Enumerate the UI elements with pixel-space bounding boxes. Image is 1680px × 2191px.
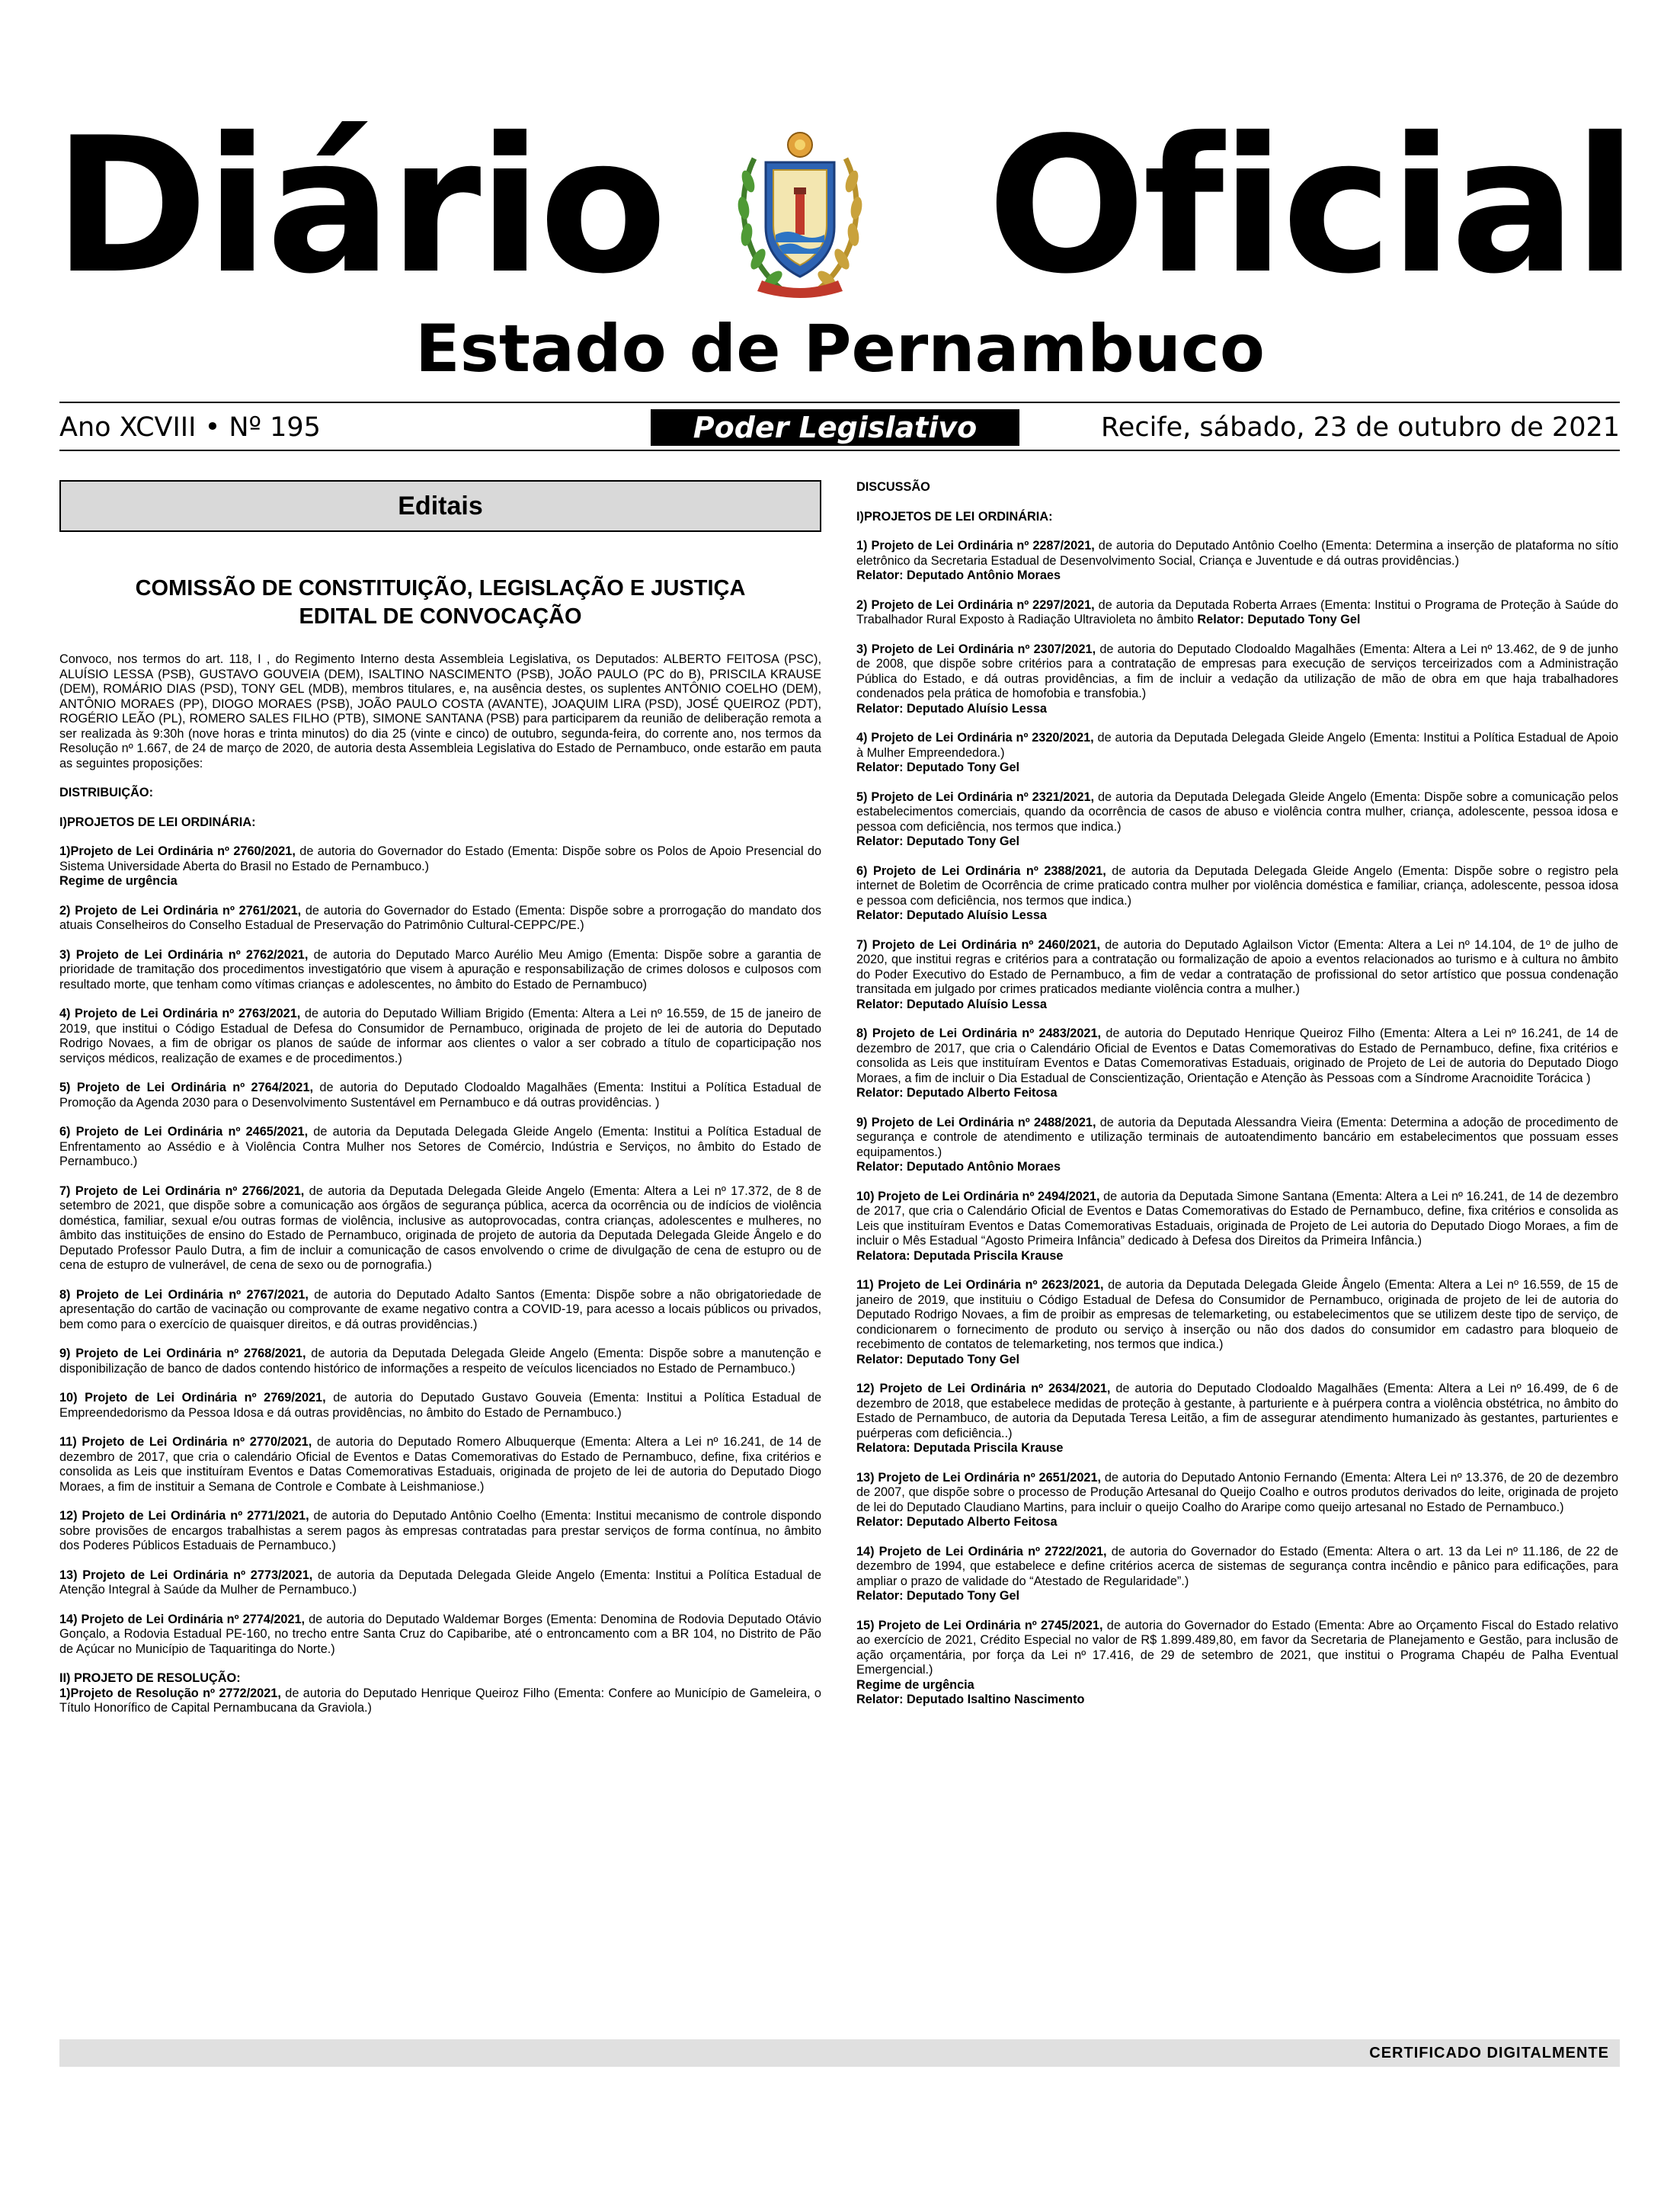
list-item: 1)Projeto de Lei Ordinária nº 2760/2021, de autoria do Governador do Estado (Ementa: Dispõe sobre os Polos de Apoio Presencial do Sistema Universidade Aberta do Brasil no Estado de Pernambuco.) Regime de urgência (59, 844, 821, 888)
group-label-bills: I)PROJETOS DE LEI ORDINÁRIA: (59, 815, 256, 829)
list-item: 2) Projeto de Lei Ordinária nº 2297/2021, de autoria da Deputada Roberta Arraes (Ementa: Institui o Programa de Proteção à Saúde do Trabalhador Rural Exposto à Radiação Ultravioleta no âmbito Relator: Deputado Tony Gel (856, 597, 1618, 626)
list-item: 11) Projeto de Lei Ordinária nº 2770/2021, de autoria do Deputado Romero Albuquerque (Ementa: Altera a Lei nº 16.241, de 14 de dezembro de 2017, que cria o calendário Oficial de Eventos e Datas Comemorativas do Estado de Pernambuco, define, fixa critérios e consolida as Leis que instituíram Eventos e Datas Comemorativas Estaduais, originada de projeto de lei de autoria do Deputado Diogo Moraes, a fim de instituir a Semana de Controle e Combate à Leishmaniose.) (59, 1435, 821, 1494)
urgency-note: Regime de urgência (59, 874, 178, 888)
rapporteur: Relator: Deputado Tony Gel (856, 1589, 1020, 1603)
list-item: 13) Projeto de Lei Ordinária nº 2773/2021, de autoria da Deputada Delegada Gleide Angelo (Ementa: Institui a Política Estadual de Atenção Integral à Saúde da Mulher de Pernambuco.) (59, 1568, 821, 1597)
discussion-label: DISCUSSÃO (856, 480, 930, 494)
edition-number: Ano XCVIII • Nº 195 (59, 412, 321, 443)
section-title-editais: Editais (59, 480, 821, 532)
list-item: 5) Projeto de Lei Ordinária nº 2764/2021, de autoria do Deputado Clodoaldo Magalhães (Ementa: Institui a Política Estadual de Promoção da Agenda 2030 para o Desenvolvimento Sustentável em Pernambuco e dá outras providências. ) (59, 1081, 821, 1110)
list-item: 3) Projeto de Lei Ordinária nº 2762/2021, de autoria do Deputado Marco Aurélio Meu Amigo (Ementa: Dispõe sobre a garantia de prioridade de tramitação dos procedimentos investigatório que visem à apuração e responsabilização de crimes dolosos e culposos com resultado morte, que tenham como vítimas crianças e adolescentes, no âmbito do Estado de Pernambuco) (59, 947, 821, 991)
notice-heading-line1: COMISSÃO DE CONSTITUIÇÃO, LEGISLAÇÃO E JUSTIÇA (135, 576, 746, 601)
urgency-note: Regime de urgência (856, 1677, 974, 1692)
rapporteur: Relatora: Deputada Priscila Krause (856, 1248, 1064, 1263)
group-label-resolution: II) PROJETO DE RESOLUÇÃO: (59, 1671, 241, 1685)
list-item: 4) Projeto de Lei Ordinária nº 2320/2021, de autoria da Deputada Delegada Gleide Angelo (Ementa: Institui a Política Estadual de Apoio à Mulher Empreendedora.) Relator: Deputado Tony Gel (856, 731, 1618, 774)
rapporteur: Relator: Deputado Tony Gel (1197, 613, 1361, 626)
rapporteur: Relator: Deputado Alberto Feitosa (856, 1086, 1058, 1100)
masthead-title-right: Oficial (987, 98, 1634, 315)
list-item: 10) Projeto de Lei Ordinária nº 2494/2021, de autoria da Deputada Simone Santana (Ementa: Altera a Lei nº 16.241, de 14 de dezembro de 2017, que cria o Calendário Oficial de Eventos e Datas Comemorativas do Estado de Pernambuco, define, fixa critérios e consolida as Leis que instituíram Eventos e Datas Comemorativas Estaduais, originada de Projeto de Lei autoria do Deputado Diogo Moraes, a fim de incluir o Mês Estadual “Agosto Primeira Infância” dedicado à Defesa dos Direitos da Primeira Infância.) Relatora: Deputada Priscila Krause (856, 1189, 1619, 1263)
list-item: 8) Projeto de Lei Ordinária nº 2483/2021, de autoria do Deputado Henrique Queiroz Filho (Ementa: Altera a Lei nº 16.241, de 14 de dezembro de 2017, que cria o Calendário Oficial de Eventos e Datas Comemorativas do Estado de Pernambuco, define, fixa critérios e consolida as Leis que instituíram Eventos e Datas Comemorativas Estaduais, originado de Projeto de Lei de autoria do Deputado Diogo Moraes, a fim de incluir o Dia Estadual de Conscientização, Orientação e Atenção às Pessoas com a Síndrome Aracnoidite Torácica ) Relator: Deputado Alberto Feitosa (856, 1027, 1618, 1100)
list-item: 15) Projeto de Lei Ordinária nº 2745/2021, de autoria do Governador do Estado (Ementa: Abre ao Orçamento Fiscal do Estado relativo ao exercício de 2021, Crédito Especial no valor de R$ 1.899.489,80, em favor da Secretaria de Planejamento e Gestão, para inclusão de ação orçamentária, por força da Lei nº 17.416, de 29 de setembro de 2021, que institui o Programa Chapéu de Palha Eventual Emergencial.) Regime de urgência Relator: Deputado Isaltino Nascimento (856, 1618, 1619, 1706)
rapporteur: Relator: Deputado Tony Gel (856, 761, 1020, 774)
list-item: 1)Projeto de Resolução nº 2772/2021, de autoria do Deputado Henrique Queiroz Filho (Ementa: Confere ao Município de Gameleira, o Título Honorífico de Capital Pernambucana da Graviola.) (59, 1686, 821, 1715)
list-item: 11) Projeto de Lei Ordinária nº 2623/2021, de autoria da Deputada Delegada Gleide Ângelo (Ementa: Altera a Lei nº 16.559, de 15 de janeiro de 2019, que instituiu o Código Estadual de Defesa do Consumidor de Pernambuco, originada de projeto de lei de autoria do Deputado Rodrigo Novaes, a fim de proibir as empresas de telemarketing, ou estabelecimentos que se utilizem deste tipo de serviço, de condicionarem o fornecimento de produto ou serviço à inserção ou não dos dados do consumidor em cadastro para bloqueio de recebimento de contatos de telemarketing, nos termos que indica.) Relator: Deputado Tony Gel (856, 1278, 1618, 1366)
list-item: 9) Projeto de Lei Ordinária nº 2488/2021, de autoria da Deputada Alessandra Vieira (Ementa: Determina a adoção de procedimento de segurança e controle de atendimento e utilização terminais de autoatendimento bancário em estabelecimentos que possuam esses equipamentos.) Relator: Deputado Antônio Moraes (856, 1115, 1618, 1174)
left-column (59, 480, 821, 1731)
group-label-bills: I)PROJETOS DE LEI ORDINÁRIA: (856, 509, 1053, 524)
coat-of-arms-icon (731, 128, 869, 303)
notice-heading (59, 575, 821, 631)
list-item: 10) Projeto de Lei Ordinária nº 2769/2021, de autoria do Deputado Gustavo Gouveia (Ementa: Institui a Política Estadual de Empreendedorismo da Pessoa Idosa e dá outras providências, no âmbito do Estado de Pernambuco.) (59, 1391, 822, 1420)
list-item: 8) Projeto de Lei Ordinária nº 2767/2021, de autoria do Deputado Adalto Santos (Ementa: Dispõe sobre a não obrigatoriedade de apresentação do cartão de vacinação ou comprovante de exame negativo contra a COVID-19, para acesso a locais públicos ou privados, bem como para o exercício de quaisquer direitos, e dá outras providências.) (59, 1287, 821, 1331)
list-item: 4) Projeto de Lei Ordinária nº 2763/2021, de autoria do Deputado William Brigido (Ementa: Altera a Lei nº 16.559, de 15 de janeiro de 2019, que institui o Código Estadual de Defesa do Consumidor de Pernambuco, originada de projeto de lei de autoria do Deputado Rodrigo Novaes, a fim de obrigar os planos de saúde de informar aos clientes o valor a ser cobrado a título de coparticipação nos serviços médicos, realização de exames e de procedimentos.) (59, 1007, 822, 1065)
masthead (0, 0, 1680, 427)
rapporteur: Relator: Deputado Antônio Moraes (856, 1160, 1061, 1174)
top-divider (59, 402, 1620, 403)
section-banner: Poder Legislativo (651, 409, 1019, 446)
list-item: 13) Projeto de Lei Ordinária nº 2651/2021, de autoria do Deputado Antonio Fernando (Ementa: Altera Lei nº 13.376, de 20 de dezembro de 2007, que dispõe sobre o processo de Produção Artesanal do Queijo Coalho e outros produtos derivados do leite, originada de projeto de lei do Deputado Claudiano Martins, para incluir o queijo Coalho do Araripe como queijo artesanal no Estado de Pernambuco.) Relator: Deputado Alberto Feitosa (856, 1470, 1618, 1529)
digital-certificate-footer: CERTIFICADO DIGITALMENTE (59, 2039, 1620, 2067)
list-item: 6) Projeto de Lei Ordinária nº 2465/2021, de autoria da Deputada Delegada Gleide Angelo (Ementa: Institui a Política Estadual de Enfrentamento ao Assédio e à Violência Contra Mulher nos Setores de Comércio, Indústria e Serviços, no âmbito do Estado de Pernambuco.) (59, 1125, 821, 1168)
rapporteur: Relator: Deputado Tony Gel (856, 1352, 1020, 1366)
list-item: 2) Projeto de Lei Ordinária nº 2761/2021, de autoria do Governador do Estado (Ementa: Dispõe sobre a prorrogação do mandato dos atuais Conselheiros do Conselho Estadual de Preservação do Patrimônio Cultural-CEPPC/PE.) (59, 903, 821, 932)
masthead-title-left: Diário (53, 98, 664, 315)
rapporteur: Relator: Deputado Aluísio Lessa (856, 701, 1047, 716)
list-item: 9) Projeto de Lei Ordinária nº 2768/2021, de autoria da Deputada Delegada Gleide Angelo (Ementa: Dispõe sobre a manutenção e disponibilização de banco de dados contendo histórico de informações a respeito de veículos licenciados no Estado de Pernambuco.) (59, 1347, 821, 1376)
list-item: 6) Projeto de Lei Ordinária nº 2388/2021, de autoria da Deputada Delegada Gleide Angelo (Ementa: Dispõe sobre o registro pela internet de Boletim de Ocorrência de crime praticado contra mulher por violência doméstica e familiar, criança, adolescente, pessoa idosa e pessoa com deficiência, nos termos que indica.) Relator: Deputado Aluísio Lessa (856, 863, 1618, 922)
rapporteur: Relator: Deputado Tony Gel (856, 834, 1020, 848)
list-item: 5) Projeto de Lei Ordinária nº 2321/2021, de autoria da Deputada Delegada Gleide Angelo (Ementa: Dispõe sobre a comunicação pelos estabelecimentos comerciais, quando da ocorrência de casos de abuso e violência contra mulher, criança, adolescente, pessoa idosa e pessoa com deficiência, nos termos que indica.) Relator: Deputado Tony Gel (856, 790, 1618, 848)
publication-date: Recife, sábado, 23 de outubro de 2021 (1101, 412, 1620, 443)
list-item: 3) Projeto de Lei Ordinária nº 2307/2021, de autoria do Deputado Clodoaldo Magalhães (Ementa: Altera a Lei nº 13.462, de 9 de junho de 2008, que dispõe sobre critérios para a contratação de empresas para execução de serviços terceirizados com a Administração Pública do Estado, e dá outras providências, a fim de incluir a vedação da utilização de mão de obra em que haja trabalhadores condenados pela prática de homofobia e transfobia.) Relator: Deputado Aluísio Lessa (856, 642, 1618, 716)
rapporteur: Relator: Deputado Alberto Feitosa (856, 1515, 1058, 1529)
list-item: 14) Projeto de Lei Ordinária nº 2722/2021, de autoria do Governador do Estado (Ementa: Altera o art. 13 da Lei nº 11.186, de 22 de dezembro de 1994, que estabelece e define critérios acerca de sistemas de segurança contra incêndio e pânico para edificações, para ampliar o prazo de validade do “Atestado de Regularidade”.) Relator: Deputado Tony Gel (856, 1544, 1619, 1603)
convocation-intro: Convoco, nos termos do art. 118, I , do Regimento Interno desta Assembleia Legislativa, os Deputados: ALBERTO FEITOSA (PSC), ALUÍSIO LESSA (PSB), GUSTAVO GOUVEIA (DEM), ISALTINO NASCIMENTO (PSB), JOÃO PAULO (PC do B), PRISCILA KRAUSE (DEM), ROMÁRIO DIAS (PSD), TONY GEL (MDB), membros titulares, e, na ausência destes, os suplentes ANTÔNIO COELHO (DEM), ANTÔNIO MORAES (PP), DIOGO MORAES (PSB), JOÃO PAULO COSTA (AVANTE), JOAQUIM LIRA (PSD), JOSÉ QUEIROZ (PDT), ROGÉRIO LEÃO (PL), ROMERO SALES FILHO (PTB), SIMONE SANTANA (PSB) para participarem da reunião de deliberação remota a ser realizada às 9:30h (nove horas e trinta minutos) do dia 25 (vinte e cinco) de outubro, segunda-feira, do corrente ano, nos termos da Resolução nº 1.667, de 24 de março de 2020, de autoria desta Assembleia Legislativa do Estado de Pernambuco, onde estarão em pauta as seguintes proposições: (59, 652, 821, 770)
list-item: 1) Projeto de Lei Ordinária nº 2287/2021, de autoria do Deputado Antônio Coelho (Ementa: Determina a inserção de plataforma no sítio eletrônico da Secretaria Estadual de Desenvolvimento Social, Criança e Juventude e dá outras providências.) Relator: Deputado Antônio Moraes (856, 539, 1618, 582)
right-column (856, 480, 1618, 1722)
notice-heading-line2: EDITAL DE CONVOCAÇÃO (299, 604, 582, 629)
list-item: 12) Projeto de Lei Ordinária nº 2634/2021, de autoria do Deputado Clodoaldo Magalhães (Ementa: Altera a Lei nº 16.499, de 6 de dezembro de 2018, que estabelece medidas de proteção à gestante, à parturiente e à puérpera contra a violência obstétrica, no âmbito do Estado de Pernambuco, de autoria da Deputada Teresa Leitão, a fim de assegurar atendimento humanizado às gestantes, parturientes e puérperas com deficiência..) Relatora: Deputada Priscila Krause (856, 1382, 1618, 1455)
distribution-label: DISTRIBUIÇÃO: (59, 786, 154, 799)
list-item: 12) Projeto de Lei Ordinária nº 2771/2021, de autoria do Deputado Antônio Coelho (Ementa: Institui mecanismo de controle dispondo sobre provisões de encargos trabalhistas a serem pagos às empresas contratadas para prestar serviços de forma contínua, no âmbito dos Poderes Públicos Estaduais de Pernambuco.) (59, 1509, 822, 1552)
rapporteur: Relatora: Deputada Priscila Krause (856, 1441, 1064, 1455)
rapporteur: Relator: Deputado Aluísio Lessa (856, 997, 1047, 1011)
info-bar (59, 409, 1620, 447)
rapporteur: Relator: Deputado Antônio Moraes (856, 569, 1061, 582)
list-item: 7) Projeto de Lei Ordinária nº 2766/2021, de autoria da Deputada Delegada Gleide Angelo (Ementa: Altera a Lei nº 17.372, de 8 de setembro de 2021, que dispõe sobre a comunicação aos órgãos de segurança pública, acerca da ocorrência ou de indícios de violência doméstica, familiar, sexual e/ou outras formas de violência, inclusive as autoprovocadas, contra crianças, adolescentes e mulheres, no âmbito das instituições de ensino do Estado de Pernambuco, originada de projeto de autoria da Deputada Delegada Gleide Ângelo e do Deputado Professor Paulo Dutra, a fim de incluir a comunicação de casos envolvendo o crime de divulgação de cena de estupro ou de cena de estupro de vulnerável, de cena de sexo ou de pornografia.) (59, 1184, 821, 1272)
list-item: 7) Projeto de Lei Ordinária nº 2460/2021, de autoria do Deputado Aglailson Victor (Ementa: Altera a Lei nº 14.104, de 1º de julho de 2020, que institui regras e critérios para a contratação ou formalização de apoio a eventos relacionados ao turismo e à cultura no âmbito do Poder Executivo do Estado de Pernambuco, a fim de vedar a contratação de profissional do setor artístico que possua condenação transitada em julgado por crimes praticados mediante violência contra a mulher.) Relator: Deputado Aluísio Lessa (856, 937, 1618, 1011)
masthead-subtitle: Estado de Pernambuco (415, 311, 1265, 387)
list-item: 14) Projeto de Lei Ordinária nº 2774/2021, de autoria do Deputado Waldemar Borges (Ementa: Denomina de Rodovia Deputado Otávio Gonçalo, a Rodovia Estadual PE-160, no trecho entre Santa Cruz do Capibaribe, até o entroncamento com a BR 104, no Distrito de Pão de Açúcar no Município de Taquaritinga do Norte.) (59, 1612, 822, 1656)
rapporteur: Relator: Deputado Isaltino Nascimento (856, 1693, 1085, 1706)
rapporteur: Relator: Deputado Aluísio Lessa (856, 908, 1047, 922)
bottom-divider (59, 450, 1620, 451)
